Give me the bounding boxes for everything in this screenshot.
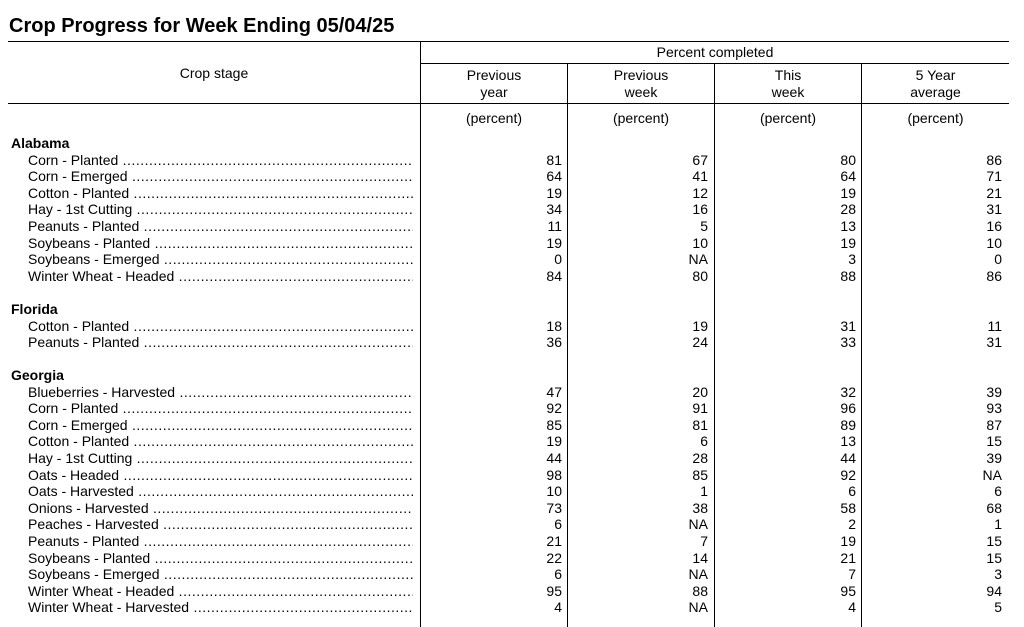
percent-value: 22 bbox=[546, 549, 562, 566]
header-bottom-rule bbox=[8, 103, 1009, 104]
percent-value: 31 bbox=[840, 317, 856, 334]
table-row bbox=[0, 467, 1024, 484]
percent-value: 13 bbox=[840, 433, 856, 450]
percent-value: 1 bbox=[700, 483, 708, 500]
column-header-line: week bbox=[771, 84, 805, 100]
column-header-line: average bbox=[910, 84, 961, 100]
crop-stage-label: Cotton - Planted ..... bbox=[28, 318, 413, 334]
percent-value: 19 bbox=[840, 234, 856, 251]
percent-value: 16 bbox=[986, 218, 1002, 234]
table-row bbox=[0, 334, 1024, 351]
percent-value: 84 bbox=[546, 267, 562, 284]
column-header-line: This bbox=[774, 67, 802, 83]
crop-stage-label: Winter Wheat - Headed ..... bbox=[28, 268, 413, 284]
percent-value: NA bbox=[688, 516, 708, 533]
percent-value: 89 bbox=[840, 416, 856, 433]
percent-value: 19 bbox=[840, 533, 856, 549]
percent-value: 6 bbox=[848, 483, 856, 500]
percent-value: 85 bbox=[546, 416, 562, 433]
percent-value: 33 bbox=[840, 334, 856, 351]
percent-value: 71 bbox=[986, 168, 1002, 185]
percent-value: 24 bbox=[692, 334, 708, 351]
table-row bbox=[0, 550, 1024, 567]
percent-value: 0 bbox=[554, 251, 562, 268]
table-row bbox=[0, 533, 1024, 550]
crop-stage-label: Blueberries - Harvested ..... bbox=[28, 384, 413, 400]
percent-value: 15 bbox=[986, 433, 1002, 450]
crop-stage-label: Hay - 1st Cutting ..... bbox=[28, 450, 413, 466]
percent-value: 81 bbox=[692, 416, 708, 433]
percent-value: 21 bbox=[546, 533, 562, 549]
crop-stage-label: Winter Wheat - Headed ..... bbox=[28, 583, 413, 599]
percent-value: 18 bbox=[546, 317, 562, 334]
column-header-line: Previous bbox=[466, 67, 522, 83]
percent-value: 3 bbox=[994, 566, 1002, 583]
percent-value: 96 bbox=[840, 400, 856, 417]
table-row bbox=[0, 417, 1024, 434]
percent-value: 73 bbox=[546, 499, 562, 516]
group-header-rule bbox=[421, 63, 1009, 64]
crop-stage-label: Soybeans - Emerged ..... bbox=[28, 566, 413, 582]
column-header-previous-year bbox=[421, 67, 567, 101]
percent-value: 98 bbox=[546, 466, 562, 483]
percent-value: 38 bbox=[692, 499, 708, 516]
percent-value: 20 bbox=[692, 383, 708, 400]
crop-stage-label: Oats - Headed ..... bbox=[28, 467, 413, 483]
table-row bbox=[0, 583, 1024, 600]
percent-value: 44 bbox=[840, 450, 856, 466]
percent-value: 6 bbox=[554, 566, 562, 583]
percent-value: 81 bbox=[546, 151, 562, 168]
column-header-line: Previous bbox=[613, 67, 669, 83]
crop-stage-label: Cotton - Planted ..... bbox=[28, 433, 413, 449]
table-row bbox=[0, 218, 1024, 235]
unit-label: (percent) bbox=[759, 110, 817, 126]
percent-value: 19 bbox=[546, 234, 562, 251]
percent-value: NA bbox=[688, 251, 708, 268]
column-header-line: week bbox=[624, 84, 658, 100]
crop-stage-label: Corn - Emerged ..... bbox=[28, 417, 413, 433]
percent-value: 15 bbox=[986, 549, 1002, 566]
percent-value: 88 bbox=[840, 267, 856, 284]
percent-value: 1 bbox=[994, 516, 1002, 533]
column-header-previous-week bbox=[568, 67, 714, 101]
percent-value: 32 bbox=[840, 383, 856, 400]
percent-value: 85 bbox=[692, 466, 708, 483]
crop-stage-header: Crop stage bbox=[179, 65, 249, 81]
crop-stage-label: Peanuts - Planted ..... bbox=[28, 334, 413, 350]
crop-stage-label: Peaches - Harvested ..... bbox=[28, 516, 413, 532]
percent-value: NA bbox=[688, 566, 708, 583]
table-row bbox=[0, 152, 1024, 169]
percent-value: 19 bbox=[546, 433, 562, 450]
unit-label: (percent) bbox=[465, 110, 523, 126]
percent-value: 21 bbox=[986, 184, 1002, 201]
percent-value: 10 bbox=[986, 234, 1002, 251]
percent-value: 11 bbox=[547, 218, 562, 234]
percent-value: 41 bbox=[692, 168, 708, 185]
unit-label: (percent) bbox=[612, 110, 670, 126]
percent-value: 5 bbox=[700, 218, 708, 234]
percent-value: 16 bbox=[692, 201, 708, 218]
table-row bbox=[0, 268, 1024, 285]
percent-value: 68 bbox=[986, 499, 1002, 516]
percent-value: 64 bbox=[546, 168, 562, 185]
percent-value: NA bbox=[982, 466, 1002, 483]
table-row bbox=[0, 168, 1024, 185]
percent-value: 39 bbox=[986, 450, 1002, 466]
percent-value: 94 bbox=[986, 582, 1002, 599]
percent-value: 0 bbox=[994, 251, 1002, 268]
group-header: Percent completed bbox=[656, 44, 774, 60]
table-row bbox=[0, 251, 1024, 268]
percent-value: 91 bbox=[692, 400, 708, 417]
percent-value: 4 bbox=[848, 599, 856, 616]
crop-stage-label: Soybeans - Planted ..... bbox=[28, 235, 413, 251]
percent-value: 13 bbox=[840, 218, 856, 234]
percent-value: 64 bbox=[840, 168, 856, 185]
percent-value: NA bbox=[688, 599, 708, 616]
percent-value: 6 bbox=[554, 516, 562, 533]
crop-stage-label: Soybeans - Emerged ..... bbox=[28, 251, 413, 267]
percent-value: 34 bbox=[546, 201, 562, 218]
percent-value: 7 bbox=[700, 533, 708, 549]
percent-value: 92 bbox=[840, 466, 856, 483]
crop-stage-label: Hay - 1st Cutting ..... bbox=[28, 201, 413, 217]
crop-stage-label: Soybeans - Planted ..... bbox=[28, 550, 413, 566]
percent-value: 95 bbox=[840, 582, 856, 599]
state-heading: Florida bbox=[11, 301, 58, 317]
table-row bbox=[0, 433, 1024, 450]
percent-value: 4 bbox=[554, 599, 562, 616]
state-heading: Alabama bbox=[11, 135, 70, 151]
table-row bbox=[0, 450, 1024, 467]
crop-stage-label: Peanuts - Planted ..... bbox=[28, 218, 413, 234]
crop-stage-label: Corn - Emerged ..... bbox=[28, 168, 413, 184]
percent-value: 3 bbox=[848, 251, 856, 268]
percent-value: 10 bbox=[546, 483, 562, 500]
percent-value: 31 bbox=[986, 334, 1002, 351]
column-header-this-week bbox=[715, 67, 861, 101]
percent-value: 6 bbox=[700, 433, 708, 450]
percent-value: 19 bbox=[840, 184, 856, 201]
percent-value: 28 bbox=[840, 201, 856, 218]
percent-value: 11 bbox=[987, 317, 1002, 334]
crop-stage-label: Cotton - Planted ..... bbox=[28, 185, 413, 201]
crop-stage-label: Corn - Planted ..... bbox=[28, 400, 413, 416]
table-row bbox=[0, 384, 1024, 401]
state-heading: Georgia bbox=[11, 367, 64, 383]
table-row bbox=[0, 318, 1024, 335]
percent-value: 2 bbox=[848, 516, 856, 533]
table-row bbox=[0, 500, 1024, 517]
table-row bbox=[0, 201, 1024, 218]
percent-value: 21 bbox=[840, 549, 856, 566]
percent-value: 88 bbox=[692, 582, 708, 599]
percent-value: 28 bbox=[692, 450, 708, 466]
percent-value: 14 bbox=[692, 549, 708, 566]
crop-stage-label: Onions - Harvested ..... bbox=[28, 500, 413, 516]
percent-value: 15 bbox=[986, 533, 1002, 549]
percent-value: 47 bbox=[546, 383, 562, 400]
percent-value: 87 bbox=[986, 416, 1002, 433]
percent-value: 58 bbox=[840, 499, 856, 516]
percent-value: 39 bbox=[986, 383, 1002, 400]
crop-stage-label: Peanuts - Planted ..... bbox=[28, 533, 413, 549]
unit-label: (percent) bbox=[907, 110, 964, 126]
crop-stage-label: Winter Wheat - Harvested ..... bbox=[28, 599, 413, 615]
crop-stage-label: Corn - Planted ..... bbox=[28, 152, 413, 168]
percent-value: 7 bbox=[848, 566, 856, 583]
percent-value: 92 bbox=[546, 400, 562, 417]
percent-value: 44 bbox=[546, 450, 562, 466]
table-row bbox=[0, 566, 1024, 583]
table-row bbox=[0, 599, 1024, 616]
table-row bbox=[0, 185, 1024, 202]
column-header-5-year-average bbox=[862, 67, 1009, 101]
column-header-line: year bbox=[480, 84, 508, 100]
percent-value: 86 bbox=[986, 267, 1002, 284]
percent-value: 10 bbox=[692, 234, 708, 251]
table-row bbox=[0, 235, 1024, 252]
crop-stage-label: Oats - Harvested ..... bbox=[28, 483, 413, 499]
column-header-line: 5 Year bbox=[915, 67, 956, 83]
page-title: Crop Progress for Week Ending 05/04/25 bbox=[9, 15, 395, 37]
percent-value: 19 bbox=[546, 184, 562, 201]
percent-value: 36 bbox=[546, 334, 562, 351]
percent-value: 80 bbox=[840, 151, 856, 168]
table-row bbox=[0, 483, 1024, 500]
percent-value: 31 bbox=[986, 201, 1002, 218]
percent-value: 95 bbox=[546, 582, 562, 599]
percent-value: 67 bbox=[692, 151, 708, 168]
table-row bbox=[0, 516, 1024, 533]
percent-value: 80 bbox=[692, 267, 708, 284]
table-top-rule bbox=[8, 41, 1009, 42]
table-row bbox=[0, 400, 1024, 417]
percent-value: 93 bbox=[986, 400, 1002, 417]
percent-value: 6 bbox=[994, 483, 1002, 500]
percent-value: 19 bbox=[692, 317, 708, 334]
percent-value: 86 bbox=[986, 151, 1002, 168]
percent-value: 12 bbox=[692, 184, 708, 201]
percent-value: 5 bbox=[994, 599, 1002, 616]
